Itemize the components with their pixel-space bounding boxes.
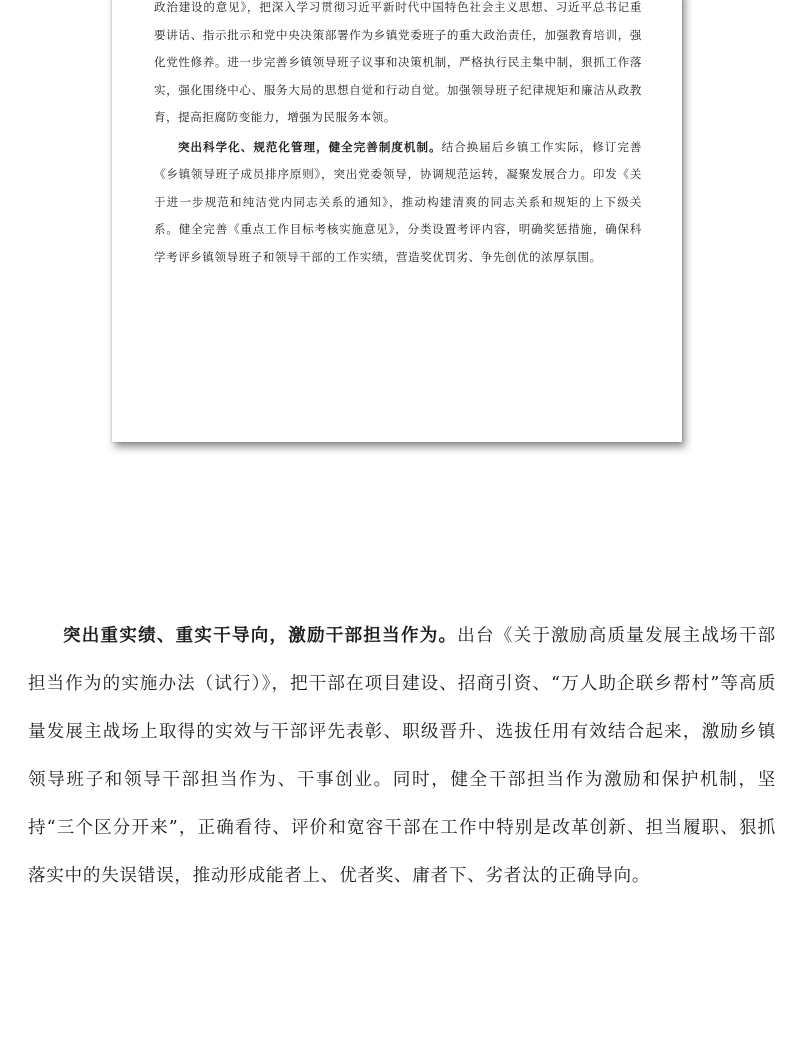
main-paragraph [28,612,776,900]
document-page-preview [112,0,682,442]
preview-paragraph-2-body: 结合换届后乡镇工作实际，修订完善《乡镇领导班子成员排序原则》，突出党委领导，协调规范运转，凝聚发展合力。印发《关于进一步规范和纯洁党内同志关系的通知》，推动构建清爽的同志关系和规矩的上下级关系。健全完善《重点工作目标考核实施意见》，分类设置考评内容，明确奖惩措施，确保科学考评乡镇领导班子和领导干部的工作实绩，营造奖优罚劣、争先创优的浓厚氛围。 [154,139,642,264]
main-paragraph-heading: 突出重实绩、重实干导向，激励干部担当作为。 [63,626,458,646]
preview-paragraph-2-heading: 突出科学化、规范化管理，健全完善制度机制。 [178,139,442,154]
preview-paragraph-1: 政治建设的意见》，把深入学习贯彻习近平新时代中国特色社会主义思想、习近平总书记重要讲话、指示批示和党中央决策部署作为乡镇党委班子的重大政治责任，加强教育培训，强化党性修养。进一步完善乡镇领导班子议事和决策机制，严格执行民主集中制，狠抓工作落实，强化围绕中心、服务大局的思想自觉和行动自觉。加强领导班子纪律规矩和廉洁从政教育，提高拒腐防变能力，增强为民服务本领。 [154,0,642,124]
main-paragraph-body: 出台《关于激励高质量发展主战场干部担当作为的实施办法（试行）》，把干部在项目建设、招商引资、“万人助企联乡帮村”等高质量发展主战场上取得的实效与干部评先表彰、职级晋升、选拔任用有效结合起来，激励乡镇领导班子和领导干部担当作为、干事创业。同时，健全干部担当作为激励和保护机制，坚持“三个区分开来”，正确看待、评价和宽容干部在工作中特别是改革创新、担当履职、狠抓落实中的失误错误，推动形成能者上、优者奖、庸者下、劣者汰的正确导向。 [28,626,776,886]
preview-paragraph-2 [154,134,642,272]
